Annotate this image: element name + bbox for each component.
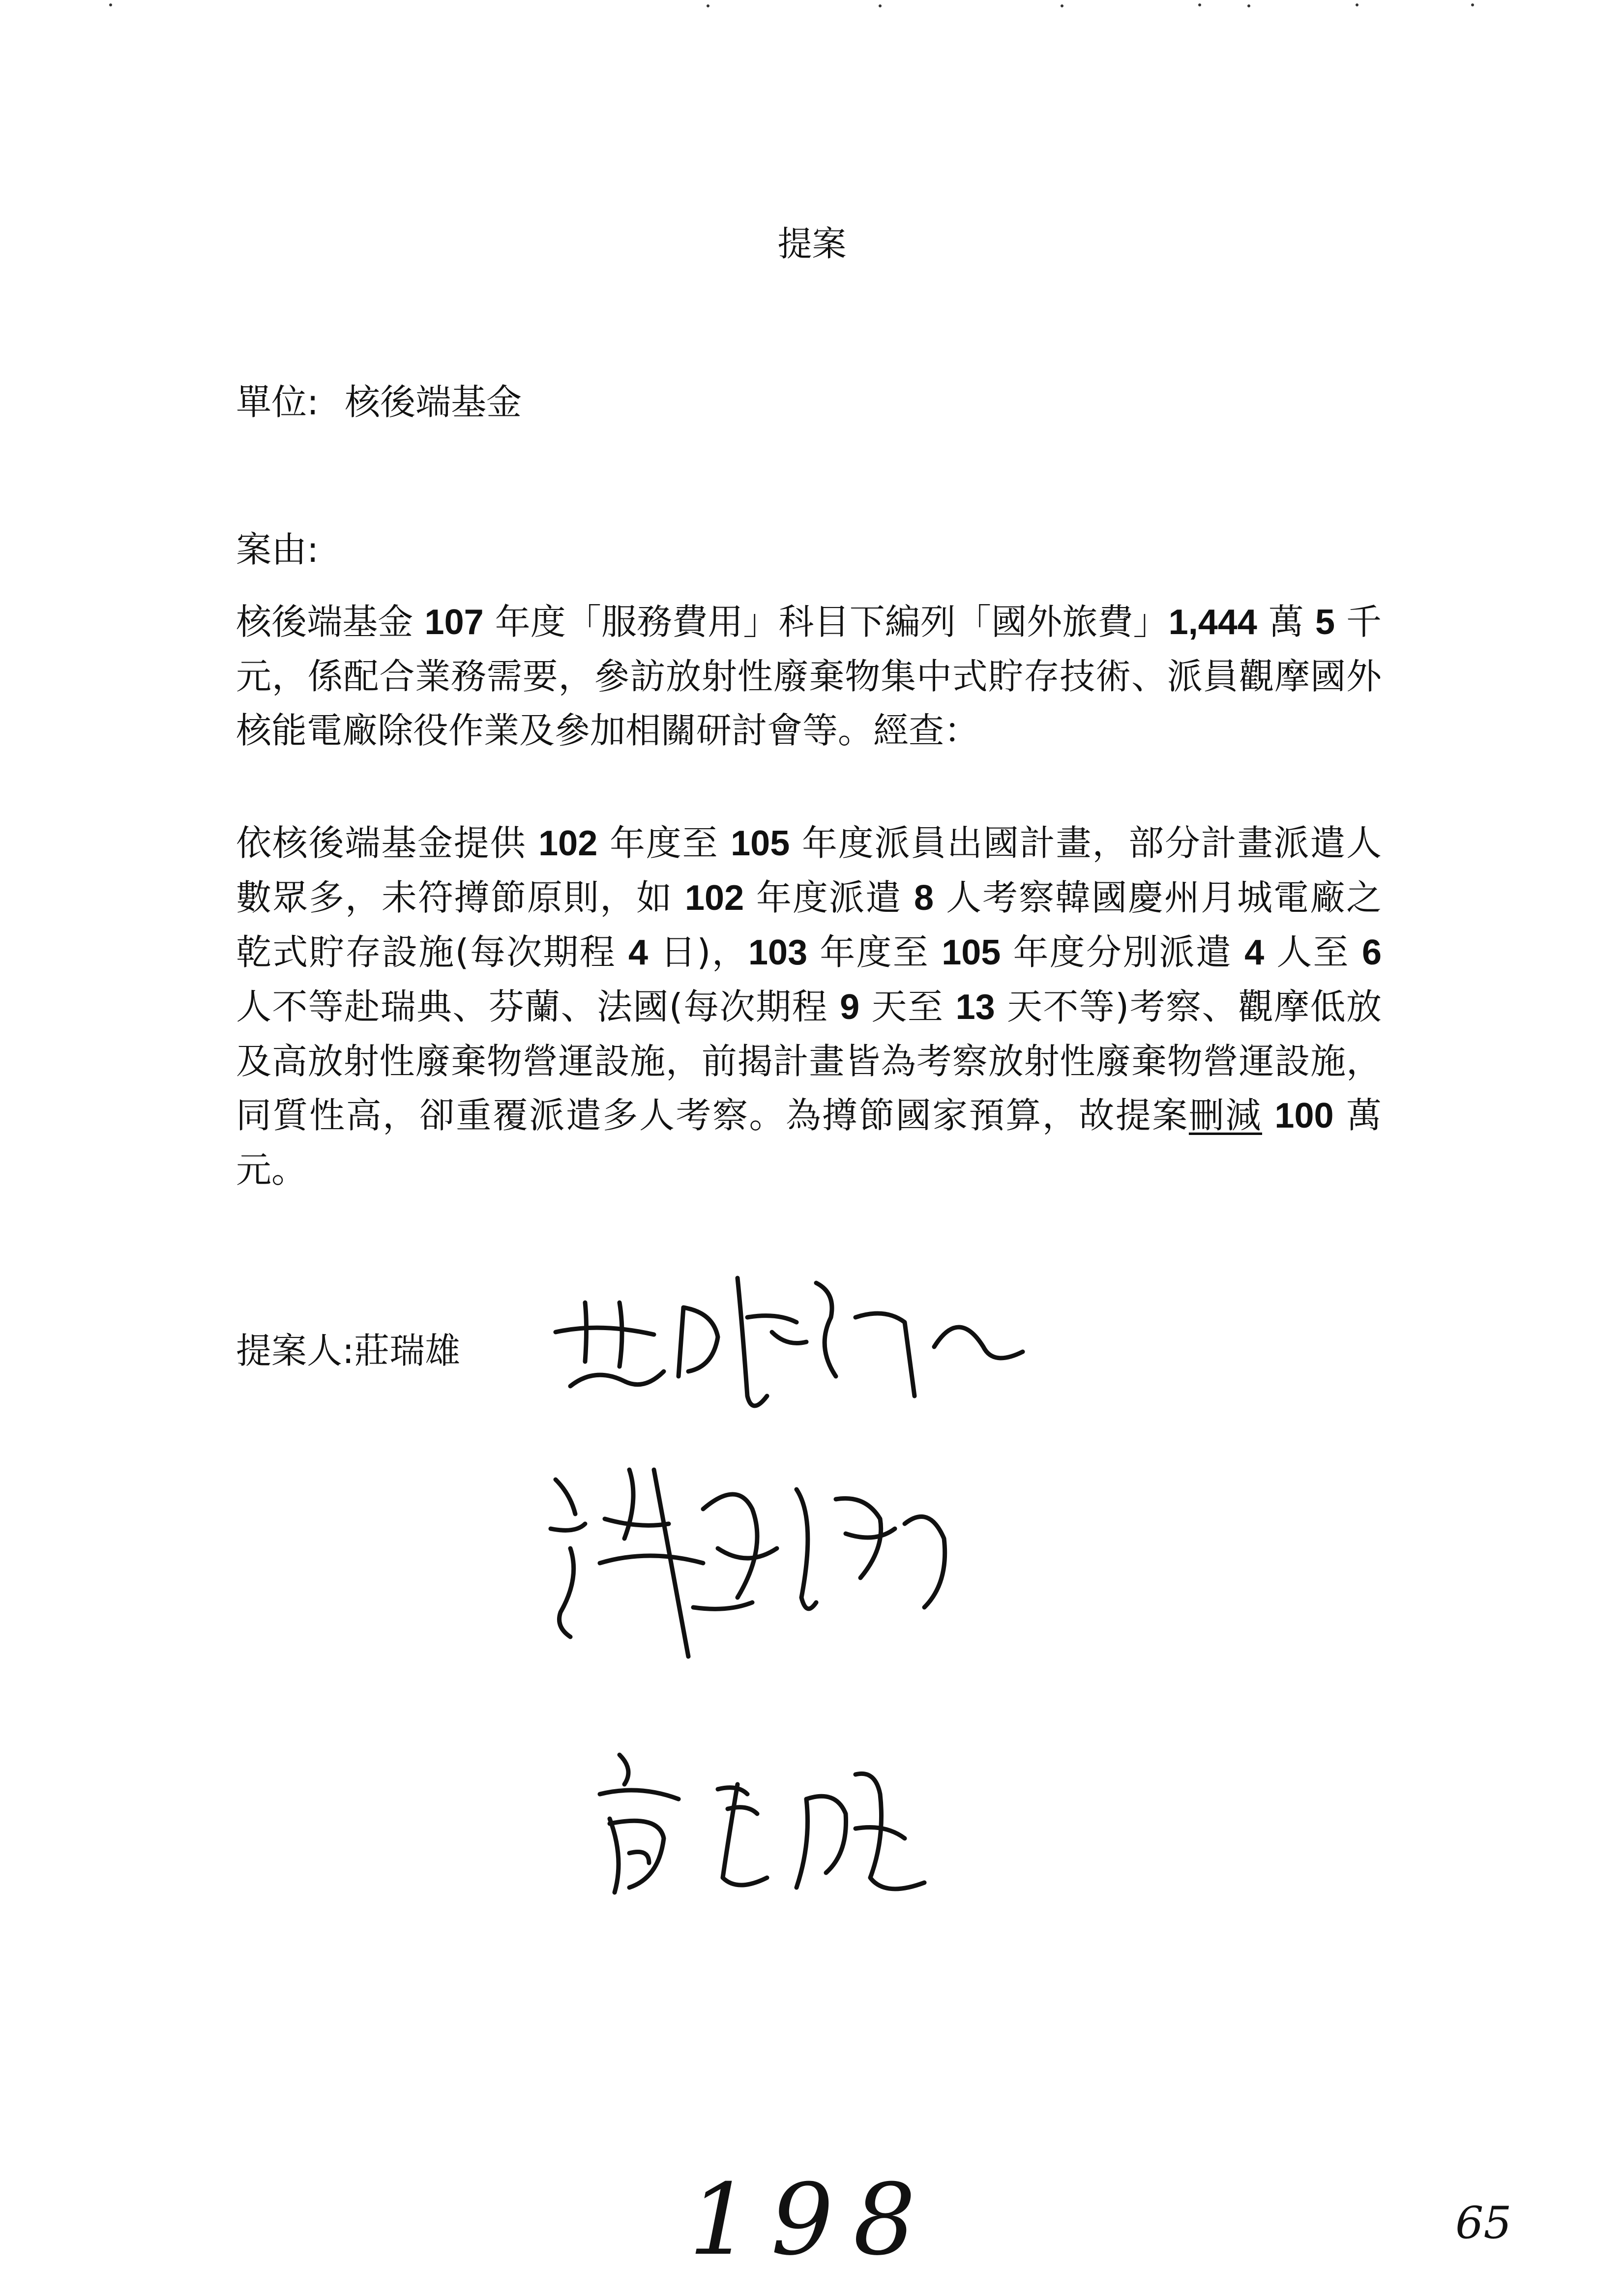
- signature-2: [541, 1450, 1033, 1661]
- corner-page-number: 65: [1455, 2197, 1512, 2249]
- paragraph-1: 核後端基金 107 年度「服務費用」科目下編列「國外旅費」1,444 萬 5 千元，係配合業務需要，參訪放射性廢棄物集中式貯存技術、派員觀摩國外核能電廠除役作業及參加相關研討會等。經查：: [236, 601, 1382, 751]
- proposer-name: 莊瑞雄: [354, 1330, 461, 1371]
- signature-1: [541, 1249, 1033, 1435]
- proposer-line: [236, 1322, 460, 1373]
- reason-label: 案由:: [236, 529, 319, 570]
- paragraph-2: 依核後端基金提供 102 年度至 105 年度派員出國計畫，部分計畫派遣人數眾多，未符撙節原則，如 102 年度派遣 8 人考察韓國慶州月城電廠之乾式貯存設施(每次期程 4 日)，103 年度至 105 年度分別派遣 4 人至 6 人不等赴瑞典、芬蘭、法國(每次期程 9 天至 13 天不等)考察、觀摩低放及高放射性廢棄物營運設施，前揭計畫皆為考察放射性廢棄物營運設施，同質性高，卻重覆派遣多人考察。為撙節國家預算，故提案刪減 100 萬元。: [236, 822, 1382, 1191]
- scan-edge-marks: [0, 0, 1624, 20]
- document-title: 提案: [777, 224, 847, 264]
- unit-value: 核後端基金: [345, 381, 522, 423]
- signature-3: [580, 1730, 954, 1917]
- handwritten-page-number: 198: [688, 2163, 936, 2277]
- unit-line: [236, 374, 522, 425]
- unit-label: 單位:: [236, 381, 319, 423]
- proposer-label: 提案人:: [236, 1330, 354, 1371]
- underlined-cut: 刪減: [1188, 1095, 1262, 1136]
